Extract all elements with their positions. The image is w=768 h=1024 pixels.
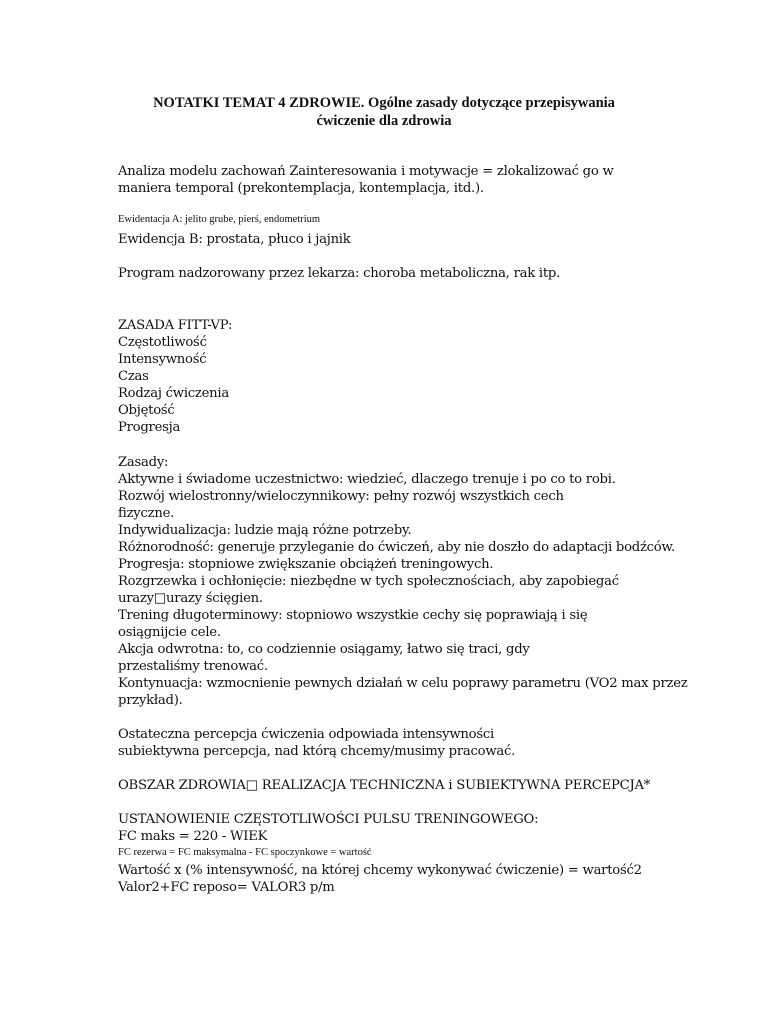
title-line-2: ćwiczenie dla zdrowia	[316, 113, 452, 129]
principle-line: Rozgrzewka i ochłonięcie: niezbędne w tych społecznościach, aby zapobiegać	[118, 574, 619, 589]
section-heading-puls: USTANOWIENIE CZĘSTOTLIWOŚCI PULSU TRENINGOWEGO:	[118, 812, 539, 827]
body-line: Program nadzorowany przez lekarza: choroba metaboliczna, rak itp.	[118, 266, 561, 281]
fitt-item: Intensywność	[118, 352, 207, 367]
note-line-small: Ewidentacja A: jelito grube, pierś, endometrium	[118, 214, 321, 225]
principle-line: osiągnijcie cele.	[118, 625, 221, 640]
principle-line: przestaliśmy trenować.	[118, 659, 268, 674]
principle-line: fizyczne.	[118, 506, 175, 521]
principle-line: Aktywne i świadome uczestnictwo: wiedzieć, dlaczego trenuje i po co to robi.	[118, 472, 616, 487]
formula-line-small: FC rezerwa = FC maksymalna - FC spoczynkowe = wartość	[118, 847, 372, 858]
fitt-item: Rodzaj ćwiczenia	[118, 386, 230, 401]
fitt-item: Czas	[118, 369, 149, 384]
principle-line: Trening długoterminowy: stopniowo wszystkie cechy się poprawiają i się	[118, 608, 588, 623]
formula-line: Valor2+FC reposo= VALOR3 p/m	[118, 880, 335, 895]
document-title	[120, 94, 648, 130]
title-line-1: NOTATKI TEMAT 4 ZDROWIE. Ogólne zasady dotyczące przepisywania	[153, 95, 615, 111]
body-line: Ostateczna percepcja ćwiczenia odpowiada intensywności	[118, 727, 494, 742]
body-line: subiektywna percepcja, nad którą chcemy/musimy pracować.	[118, 744, 516, 759]
body-line: maniera temporal (prekontemplacja, kontemplacja, itd.).	[118, 181, 484, 196]
body-line: Ewidencja B: prostata, płuco i jajnik	[118, 232, 351, 247]
formula-line: FC maks = 220 - WIEK	[118, 829, 268, 844]
body-line: Analiza modelu zachowań Zainteresowania i motywacje = zlokalizować go w	[118, 164, 614, 179]
section-heading-obszar: OBSZAR ZDROWIA□ REALIZACJA TECHNICZNA i SUBIEKTYWNA PERCEPCJA*	[118, 778, 651, 793]
principle-line: Progresja: stopniowe zwiększanie obciążeń treningowych.	[118, 557, 494, 572]
fitt-item: Progresja	[118, 420, 181, 435]
principle-line: Różnorodność: generuje przyleganie do ćwiczeń, aby nie doszło do adaptacji bodźców.	[118, 540, 675, 555]
principle-line: Indywidualizacja: ludzie mają różne potrzeby.	[118, 523, 412, 538]
principle-line: przykład).	[118, 693, 183, 708]
principle-line: urazy□urazy ścięgien.	[118, 591, 263, 606]
principle-line: Akcja odwrotna: to, co codziennie osiągamy, łatwo się traci, gdy	[118, 642, 530, 657]
fitt-item: Częstotliwość	[118, 335, 207, 350]
fitt-item: Objętość	[118, 403, 175, 418]
principle-line: Rozwój wielostronny/wieloczynnikowy: pełny rozwój wszystkich cech	[118, 489, 564, 504]
principle-line: Kontynuacja: wzmocnienie pewnych działań w celu poprawy parametru (VO2 max przez	[118, 676, 688, 691]
section-heading-zasady: Zasady:	[118, 455, 169, 470]
section-heading-fitt: ZASADA FITT-VP:	[118, 318, 233, 333]
formula-line: Wartość x (% intensywność, na której chcemy wykonywać ćwiczenie) = wartość2	[118, 863, 642, 878]
